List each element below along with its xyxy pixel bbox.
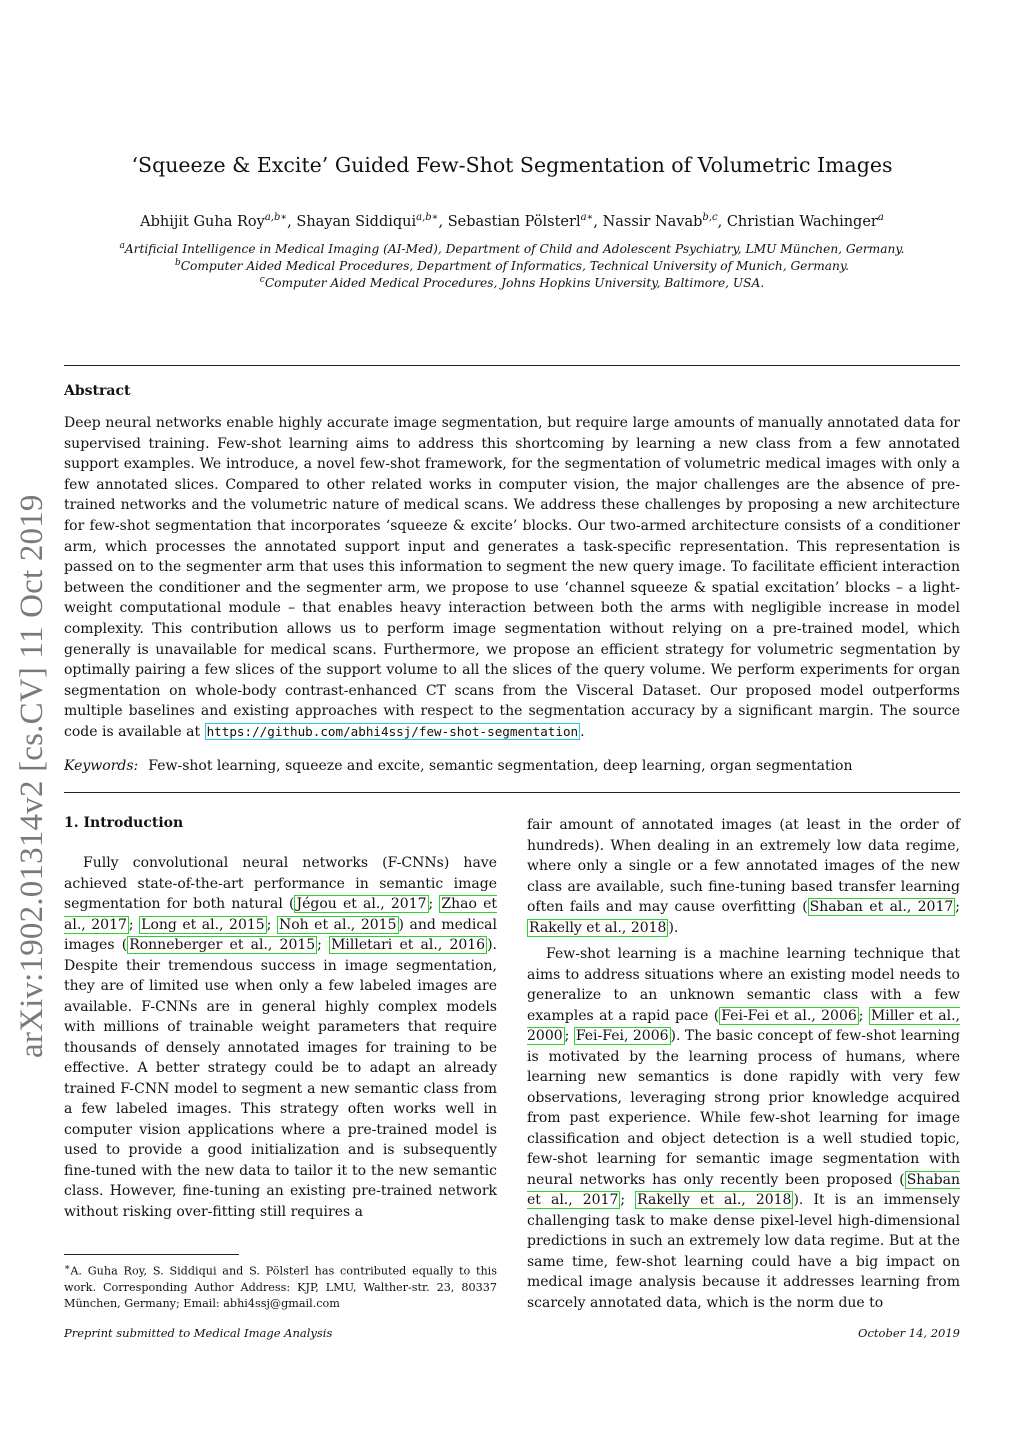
- keywords-label: Keywords:: [64, 758, 139, 774]
- citation-link[interactable]: Miller et al., 2000: [527, 1007, 960, 1044]
- source-code-link[interactable]: https://github.com/abhi4ssj/few-shot-segmentation: [206, 723, 579, 739]
- citation-link[interactable]: Ronneberger et al., 2015: [129, 937, 316, 953]
- divider: [64, 365, 960, 366]
- footnote-rule: [64, 1254, 239, 1255]
- section-heading: 1. Introduction: [64, 815, 184, 831]
- author: Shayan Siddiqui$^{a,b∗}$,: [296, 212, 448, 230]
- citation-link[interactable]: Long et al., 2015: [141, 916, 265, 933]
- abstract-text: Deep neural networks enable highly accurate image segmentation, but require large amounts of manually annotated data for supervised training. Few-shot learning aims to address this shortcoming by learning a new class from a few annotated support examples. We introduce, a novel few-shot framework, for the segmentation of volumetric medical images with only a few annotated slices. Compared to other related works in computer vision, the major challenges are the absence of pre-trained networks and the volumetric nature of medical scans. We address these challenges by proposing a new architecture for few-shot segmentation that incorporates ‘squeeze & excite’ blocks. Our two-armed architecture consists of a conditioner arm, which processes the annotated support input and generates a task-specific representation. This representation is passed on to the segmenter arm that uses this information to segment the new query image. To facilitate efficient interaction between the conditioner and the segmenter arm, we propose to use ‘channel squeeze & spatial excitation’ blocks – a light-weight computational module – that enables heavy interaction between both the arms with negligible increase in model complexity. This contribution allows us to perform image segmentation without relying on a pre-trained model, which generally is unavailable for medical scans. Furthermore, we propose an efficient strategy for volumetric segmentation by optimally pairing a few slices of the support volume to all the slices of the query volume. We perform experiments for organ segmentation on whole-body contrast-enhanced CT scans from the Visceral Dataset. Our proposed model outperforms multiple baselines and existing approaches with respect to the segmentation accuracy by a significant margin. The source code is available at https://github.com/abhi4ssj/few-shot-segmentation .: [64, 415, 960, 740]
- paragraph: fair amount of annotated images (at least in the order of hundreds). When dealing in an extremely low data regime, where only a single or a few annotated images of the new class are available, such fine-tuning based transfer learning often fails and may cause overfitting ( Shaban et al., 2017 ; Rakelly et al., 2018 ).: [527, 817, 960, 936]
- citation-link[interactable]: Zhao et al., 2017: [64, 896, 497, 933]
- left-column: [64, 853, 497, 1222]
- citation-link[interactable]: Noh et al., 2015: [278, 916, 397, 933]
- citation-link[interactable]: Milletari et al., 2016: [331, 937, 486, 953]
- author: Nassir Navab$^{b,c}$,: [602, 212, 727, 230]
- citation-link[interactable]: Rakelly et al., 2018: [529, 919, 667, 936]
- keywords-text: Few-shot learning, squeeze and excite, semantic segmentation, deep learning, organ segmentation: [148, 758, 853, 774]
- footnote: ∗A. Guha Roy, S. Siddiqui and S. Pölsterl has contributed equally to this work. Corresponding Author Address: KJP, LMU, Walther-str. 23, 80337 München, Germany; Email: abhi4ssj@gmail.com: [64, 1262, 497, 1310]
- citation-link[interactable]: Fei-Fei, 2006: [575, 1028, 669, 1044]
- right-column: [527, 815, 960, 1313]
- citation-link[interactable]: Rakelly et al., 2018: [637, 1192, 792, 1208]
- citation-link[interactable]: Jégou et al., 2017: [296, 896, 427, 912]
- footer-date: October 14, 2019: [858, 1326, 960, 1340]
- citation-link[interactable]: Fei-Fei et al., 2006: [721, 1007, 857, 1024]
- keywords: [64, 756, 960, 776]
- paragraph: Fully convolutional neural networks (F-CNNs) have achieved state-of-the-art performance in semantic image segmentation for both natural ( Jégou et al., 2017 ; Zhao et al., 2017 ; Long et al., 2015 ; Noh et al., 2015 ) and medical images ( Ronneberger et al., 2015 ; Milletari et al., 2016 ). Despite their tremendous success in image segmentation, they are of limited use when only a few labeled images are available. F-CNNs are in general highly complex models with millions of trainable weight parameters that require thousands of densely annotated images for training to be effective. A better strategy could be to adapt an already trained F-CNN model to segment a new semantic class from a few labeled images. This strategy often works well in computer vision applications where a pre-trained model is used to provide a good initialization and is subsequently fine-tuned with the new data to tailor it to the new semantic class. However, fine-tuning an existing pre-trained network without risking over-fitting still requires a: [64, 855, 498, 1220]
- citation-link[interactable]: Shaban et al., 2017: [809, 899, 954, 915]
- footer-left: Preprint submitted to Medical Image Analysis: [64, 1326, 333, 1340]
- affiliation: $^a$Artificial Intelligence in Medical Imaging (AI-Med), Department of Child and Adolescent Psychiatry, LMU München, Germany.: [119, 241, 905, 257]
- author-list: [64, 205, 960, 235]
- arxiv-stamp: arXiv:1902.01314v2 [cs.CV] 11 Oct 2019: [14, 494, 50, 1058]
- paper-title: ‘Squeeze & Excite’ Guided Few-Shot Segmentation of Volumetric Images: [131, 153, 893, 177]
- paragraph: Few-shot learning is a machine learning technique that aims to address situations where an existing model needs to generalize to an unknown semantic class with a few examples at a rapid pace ( Fei-Fei et al., 2006 ; Miller et al., 2000 ; Fei-Fei, 2006 ). The basic concept of few-shot learning is motivated by the learning process of humans, where learning new semantics is done rapidly with very few observations, leveraging strong prior knowledge acquired from past experience. While few-shot learning for image classification and object detection is a well studied topic, few-shot learning for semantic image segmentation with neural networks has only recently been proposed ( Shaban et al., 2017 ; Rakelly et al., 2018 ). It is an immensely challenging task to make dense pixel-level high-dimensional predictions in such an extremely low data regime. But at the same time, few-shot learning could have a big impact on medical image analysis because it addresses learning from scarcely annotated data, which is the norm due to: [527, 946, 960, 1311]
- citation-link[interactable]: Shaban et al., 2017: [527, 1171, 960, 1208]
- author: Christian Wachinger$^a$: [726, 212, 884, 230]
- affiliation: $^b$Computer Aided Medical Procedures, Department of Informatics, Technical University of Munich, Germany.: [174, 258, 850, 274]
- author: Sebastian Pölsterl$^{a∗}$,: [447, 212, 603, 230]
- abstract-heading: Abstract: [64, 383, 131, 399]
- affiliation: $^c$Computer Aided Medical Procedures, Johns Hopkins University, Baltimore, USA.: [259, 275, 765, 291]
- divider: [64, 792, 960, 793]
- author: Abhijit Guha Roy$^{a,b∗}$,: [140, 212, 297, 230]
